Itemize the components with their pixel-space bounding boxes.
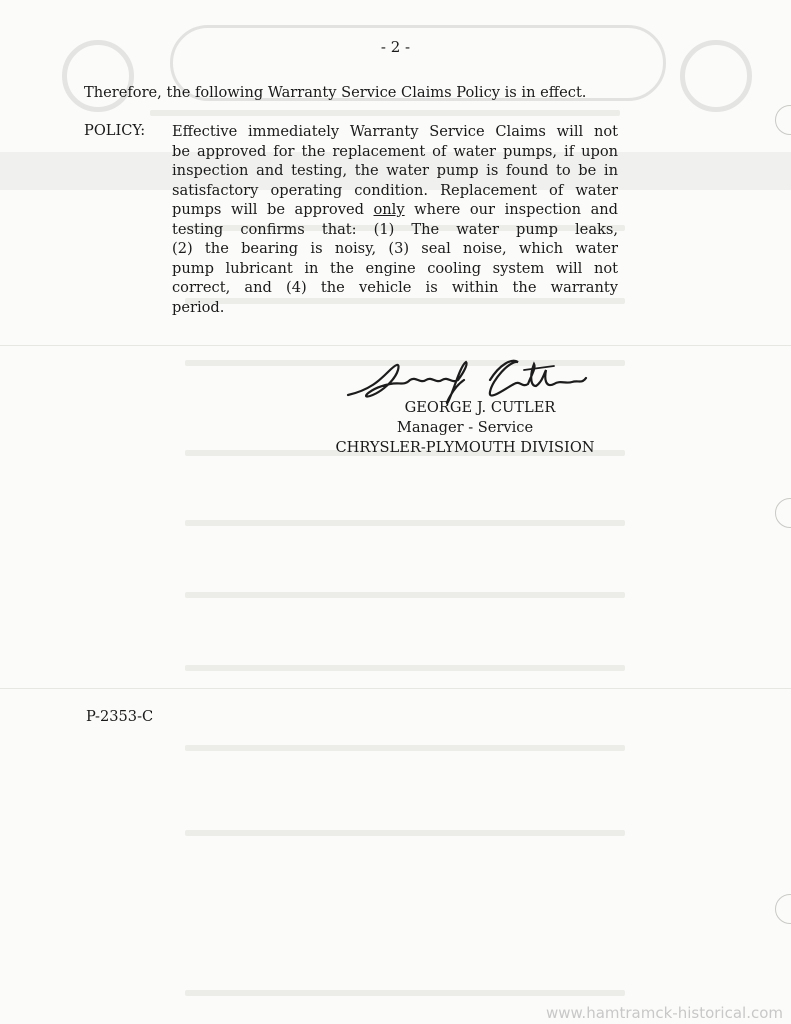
policy-line-part: where our inspection and	[414, 201, 619, 218]
document-code: P-2353-C	[86, 708, 154, 725]
policy-line: Effective immediately Warranty Service Claims will not	[172, 123, 618, 140]
policy-line: testing confirms that: (1) The water pump leaks,	[172, 220, 618, 238]
policy-paragraph	[172, 122, 618, 317]
bleed-through-line	[185, 520, 625, 526]
policy-line: (2) the bearing is noisy, (3) seal noise, which water	[172, 240, 618, 257]
signatory-division: CHRYSLER-PLYMOUTH DIVISION	[335, 439, 595, 456]
policy-line: satisfactory operating condition. Replacement of water	[172, 181, 618, 199]
policy-line: pump lubricant in the engine cooling system will not	[172, 259, 618, 277]
intro-sentence: Therefore, the following Warranty Service Claims Policy is in effect.	[84, 84, 587, 101]
fold-line	[0, 345, 791, 346]
bleed-through-line	[185, 745, 625, 751]
policy-line-part: pumps will be approved	[172, 201, 364, 218]
policy-label: POLICY:	[84, 122, 146, 139]
binder-hole	[775, 105, 791, 135]
page-number: - 2 -	[380, 38, 411, 56]
bleed-through-line	[185, 830, 625, 836]
signatory-name: GEORGE J. CUTLER	[404, 399, 556, 416]
emphasis-only: only	[373, 201, 405, 218]
fold-line	[0, 688, 791, 689]
policy-line	[172, 200, 618, 220]
binder-hole	[775, 498, 791, 528]
bleed-through-line	[185, 592, 625, 598]
bleed-through-line	[185, 665, 625, 671]
watermark-text: www.hamtramck-historical.com	[546, 1004, 783, 1022]
bleed-through-line	[150, 110, 620, 116]
signature-block	[300, 398, 630, 458]
policy-line: inspection and testing, the water pump is found to be in	[172, 162, 618, 179]
policy-line: correct, and (4) the vehicle is within the warranty	[172, 279, 618, 296]
signatory-title: Manager - Service	[396, 419, 534, 436]
policy-line: period.	[172, 298, 225, 316]
binder-hole	[775, 894, 791, 924]
policy-line: be approved for the replacement of water pumps, if upon	[172, 142, 618, 160]
bleed-through-line	[185, 990, 625, 996]
